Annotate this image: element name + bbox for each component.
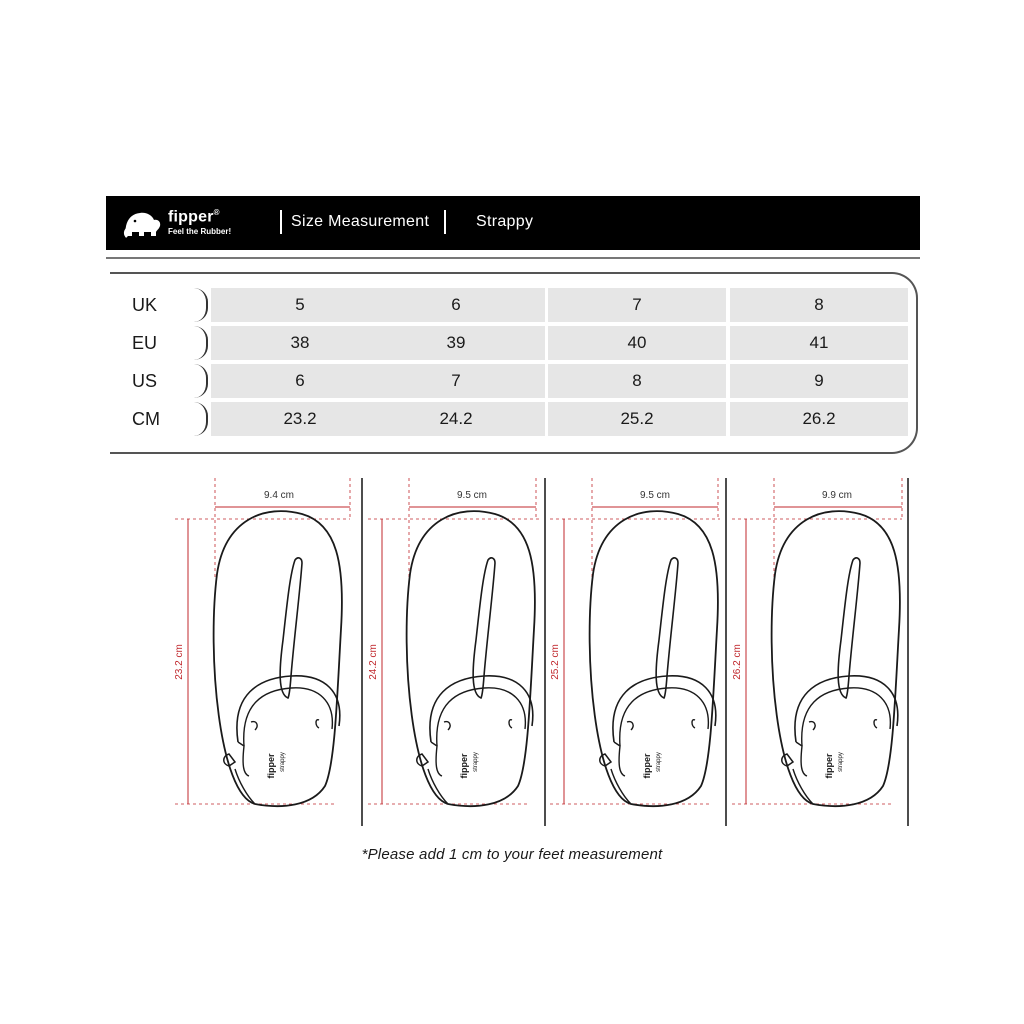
table-row-us [106, 364, 908, 400]
sandal-brand-mark: fipper [266, 753, 276, 779]
table-cell: 41 [730, 326, 908, 360]
width-label: 9.5 cm [639, 490, 671, 501]
brand-name: fipper® [168, 208, 220, 226]
sandal-brand-mark: fipper [459, 753, 469, 779]
table-cell: 24.2 [367, 402, 545, 436]
brand-tagline: Feel the Rubber! [168, 227, 232, 236]
table-cell: 8 [548, 364, 726, 398]
sandal-outline [407, 511, 535, 806]
table-cell: 23.2 [211, 402, 389, 436]
row-label: EU [106, 326, 208, 360]
table-cell: 7 [548, 288, 726, 322]
brand-logo [122, 206, 272, 240]
model-name: Strappy [476, 213, 534, 230]
width-label: 9.9 cm [821, 490, 853, 501]
sandal-outline [214, 511, 342, 806]
length-label: 23.2 cm [174, 644, 185, 680]
table-row-cm [106, 402, 908, 438]
elephant-icon [122, 206, 164, 240]
page-title: Size Measurement [291, 213, 430, 230]
table-cell: 39 [367, 326, 545, 360]
sandal-diagram-2 [368, 478, 540, 806]
row-label: UK [106, 288, 208, 322]
sandal-diagrams [0, 470, 1024, 840]
header-separator [444, 210, 446, 234]
sandal-diagram-4 [732, 478, 902, 806]
width-label: 9.5 cm [456, 490, 488, 501]
length-label: 24.2 cm [368, 644, 379, 680]
table-cell: 8 [730, 288, 908, 322]
table-cell: 40 [548, 326, 726, 360]
sandal-model-mark: strappy [656, 752, 662, 772]
row-label: US [106, 364, 208, 398]
sandal-model-mark: strappy [473, 752, 479, 772]
row-label: CM [106, 402, 208, 436]
table-cell: 7 [367, 364, 545, 398]
table-row-eu [106, 326, 908, 362]
sandal-diagram-1 [174, 478, 350, 806]
table-cell: 26.2 [730, 402, 908, 436]
header-rule [106, 257, 920, 259]
table-cell: 5 [211, 288, 389, 322]
table-cell: 9 [730, 364, 908, 398]
table-cell: 38 [211, 326, 389, 360]
length-label: 25.2 cm [550, 644, 561, 680]
width-label: 9.4 cm [263, 490, 295, 501]
sandal-model-mark: strappy [280, 752, 286, 772]
table-cell: 6 [211, 364, 389, 398]
sandal-outline [590, 511, 718, 806]
sandal-outline [772, 511, 900, 806]
table-row-uk [106, 288, 908, 324]
table-cell: 6 [367, 288, 545, 322]
sandal-model-mark: strappy [838, 752, 844, 772]
measurement-note: *Please add 1 cm to your feet measurement [361, 846, 663, 863]
length-label: 26.2 cm [732, 644, 743, 680]
sandal-brand-mark: fipper [824, 753, 834, 779]
sandal-brand-mark: fipper [642, 753, 652, 779]
sandal-diagram-3 [550, 478, 720, 806]
table-cell: 25.2 [548, 402, 726, 436]
header-bar [106, 196, 920, 250]
header-separator [280, 210, 282, 234]
